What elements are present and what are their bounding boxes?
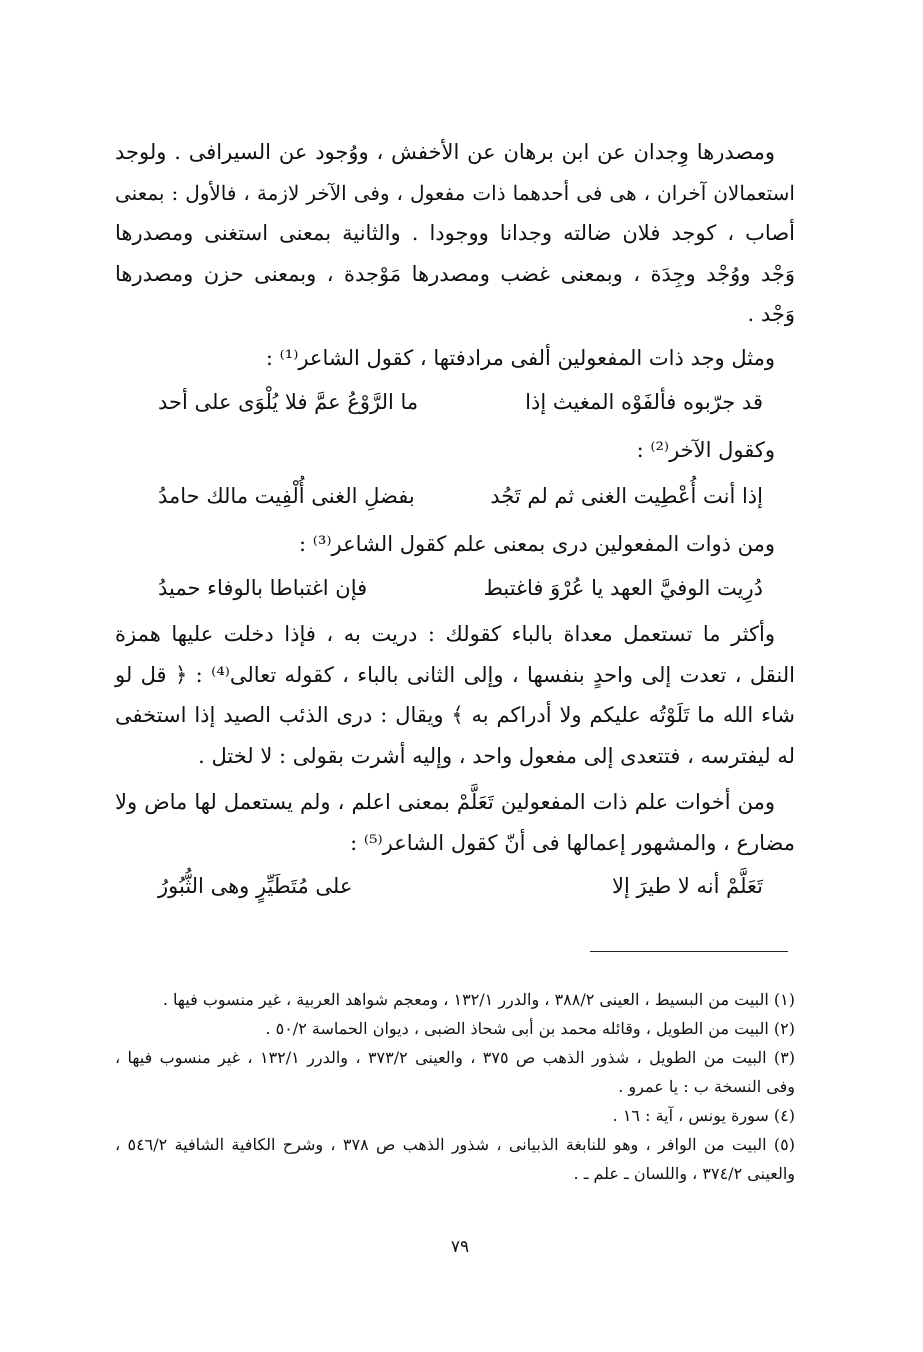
page-number: ٧٩: [450, 1237, 470, 1257]
footnote: [115, 1043, 795, 1101]
text-line: ومن ذوات المفعولين درى بمعنى علم كقول الشاعر⁽³⁾ :: [299, 532, 775, 556]
poetry-verse: [158, 866, 763, 906]
footnote-line: (٣) البيت من الطويل ، شذور الذهب ص ٣٧٥ ، والعينى ٣٧٣/٢ ، والدرر ١٣٢/١ ، غير منسوب فيها ،: [115, 1048, 796, 1067]
text-line: وَجْد .: [747, 302, 795, 326]
poetry-verse: [158, 568, 763, 608]
text-line: ومصدرها وِجدان عن ابن برهان عن الأخفش ، ووُجود عن السيرافى . ولوجد: [115, 140, 775, 164]
text-line: أصاب ، كوجد فلان ضالته وجدانا ووجودا . والثانية بمعنى استغنى ومصدرها: [115, 221, 795, 245]
text-line: وكقول الآخر⁽²⁾ :: [636, 438, 775, 462]
footnote-line: وفى النسخة ب : يا عمرو .: [618, 1077, 795, 1096]
verse-first-hemistich: قد جرّبوه فألفَوْه المغيث إذا: [525, 390, 763, 414]
footnote: [115, 985, 795, 1014]
text-line: له ليفترسه ، فتتعدى إلى مفعول واحد ، وإليه أشرت بقولى : لا لختل .: [198, 743, 795, 768]
body-paragraph: [115, 524, 795, 565]
footnote-line: (١) البيت من البسيط ، العينى ٣٨٨/٢ ، والدرر ١٣٢/١ ، ومعجم شواهد العربية ، غير منسوب فيها .: [162, 990, 795, 1009]
body-paragraph: [115, 430, 795, 471]
verse-second-hemistich: على مُتَطَيِّرٍ وهى الثُّبُورُ: [158, 874, 353, 898]
body-paragraph: [115, 614, 795, 776]
body-paragraph: [115, 132, 795, 335]
verse-first-hemistich: إذا أنت أُعْطِيت الغنى ثم لم تَجُد: [490, 484, 763, 508]
footnote: [115, 1130, 795, 1188]
footnote-line: والعينى ٣٧٤/٢ ، واللسان ـ علم ـ .: [573, 1164, 795, 1183]
footnotes: [115, 985, 795, 1188]
footnote: [115, 1014, 795, 1043]
text-line: ومثل وجد ذات المفعولين ألفى مرادفتها ، كقول الشاعر⁽¹⁾ :: [265, 346, 775, 370]
footnote-line: (٥) البيت من الوافر ، وهو للنابغة الذبيانى ، شذور الذهب ص ٣٧٨ ، وشرح الكافية الشافية ٥٤٦/٢ ،: [115, 1135, 795, 1154]
verse-first-hemistich: دُرِيت الوفيَّ العهد يا عُرْوَ فاغتبط: [483, 576, 763, 600]
verse-first-hemistich: تَعَلَّمْ أنه لا طيرَ إلا: [612, 874, 763, 898]
text-line: شاء الله ما تَلَوْتُه عليكم ولا أدراكم به ﴾ ويقال : درى الذئب الصيد إذا استخفى: [115, 703, 795, 727]
footnote-line: (٤) سورة يونس ، آية : ١٦ .: [612, 1106, 795, 1125]
poetry-verse: [158, 476, 763, 516]
text-line: وَجْد ووُجْد وجِدَة ، وبمعنى غضب ومصدرها مَوْجدة ، وبمعنى حزن ومصدرها: [115, 261, 795, 286]
body-paragraph: [115, 782, 795, 863]
footnote-line: (٢) البيت من الطويل ، وقائله محمد بن أبى شحاذ الضبى ، ديوان الحماسة ٥٠/٢ .: [265, 1019, 795, 1038]
text-line: وأكثر ما تستعمل معداة بالباء كقولك : دريت به ، فإذا دخلت عليها همزة: [115, 622, 775, 646]
verse-second-hemistich: فإن اغتباطا بالوفاء حميدُ: [158, 576, 368, 600]
body-paragraph: [115, 338, 795, 379]
verse-second-hemistich: بفضلِ الغنى أُلْفِيت مالك حامدُ: [158, 484, 415, 508]
text-line: ومن أخوات علم ذات المفعولين تَعَلَّمْ بمعنى اعلم ، ولم يستعمل لها ماض ولا: [115, 790, 775, 814]
footnote-separator: [590, 951, 788, 952]
footnote: [115, 1101, 795, 1130]
text-line: النقل ، تعدت إلى واحدٍ بنفسها ، وإلى الثانى بالباء ، كقوله تعالى⁽⁴⁾ : ﴿ قل لو: [115, 662, 795, 687]
text-line: مضارع ، والمشهور إعمالها فى أنّ كقول الشاعر⁽⁵⁾ :: [350, 830, 795, 855]
poetry-verse: [158, 382, 763, 422]
verse-second-hemistich: ما الرَّوْعُ عمَّ فلا يُلْوَى على أحد: [158, 390, 419, 414]
text-line: استعمالان آخران ، هى فى أحدهما ذات مفعول ، وفى الآخر لازمة ، فالأول : بمعنى: [115, 180, 795, 205]
